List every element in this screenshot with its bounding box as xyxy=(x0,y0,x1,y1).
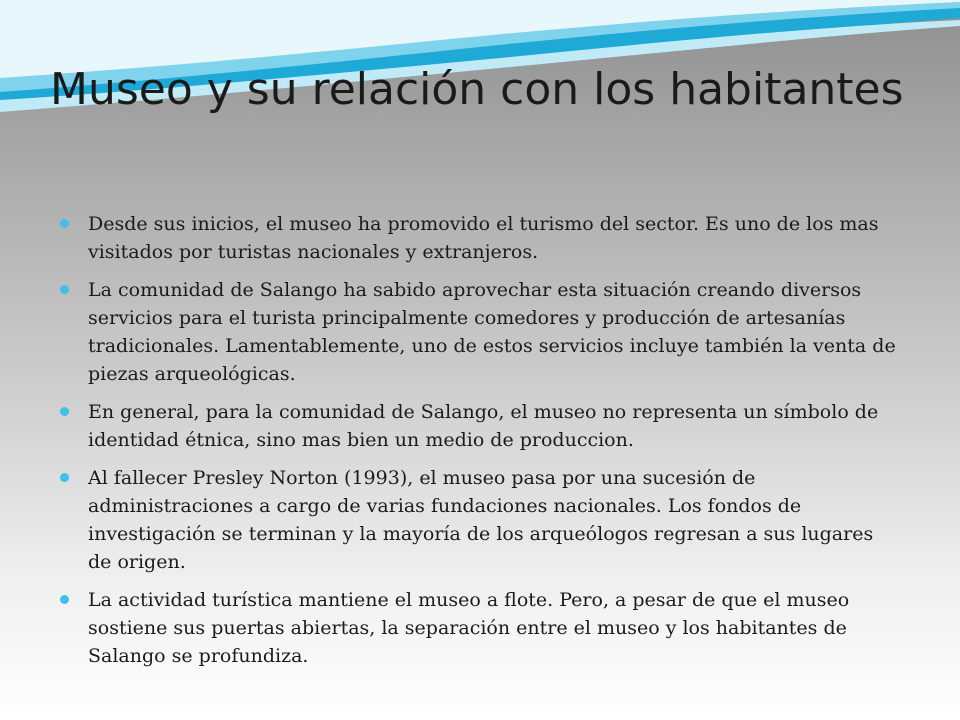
bullet-item xyxy=(60,586,900,670)
bullet-text: Desde sus inicios, el museo ha promovido el turismo del sector. Es uno de los mas visitados por turistas nacionales y extranjeros. xyxy=(88,213,879,263)
slide-title: Museo y su relación con los habitantes xyxy=(50,64,904,115)
bullet-text: La actividad turística mantiene el museo a flote. Pero, a pesar de que el museo sostiene sus puertas abiertas, la separación entre el museo y los habitantes de Salango se profundiza. xyxy=(88,589,850,667)
bullet-dot-icon xyxy=(60,595,69,604)
bullet-text: En general, para la comunidad de Salango, el museo no representa un símbolo de identidad étnica, sino mas bien un medio de produccion. xyxy=(88,401,879,451)
bullet-dot-icon xyxy=(60,407,69,416)
bullet-item xyxy=(60,398,900,454)
bullet-item xyxy=(60,210,900,266)
bullet-dot-icon xyxy=(60,285,69,294)
bullet-item xyxy=(60,464,900,576)
bullet-text: Al fallecer Presley Norton (1993), el museo pasa por una sucesión de administraciones a cargo de varias fundaciones nacionales. Los fondos de investigación se terminan y la mayoría de los arqueólogos regresan a sus lugares de origen. xyxy=(88,467,874,573)
bullet-dot-icon xyxy=(60,219,69,228)
bullet-item xyxy=(60,276,900,388)
bullet-text: La comunidad de Salango ha sabido aprovechar esta situación creando diversos servicios para el turista principalmente comedores y producción de artesanías tradicionales. Lamentablemente, uno de estos servicios incluye también la venta de piezas arqueológicas. xyxy=(88,279,896,385)
bullet-dot-icon xyxy=(60,473,69,482)
bullet-list xyxy=(60,210,900,680)
